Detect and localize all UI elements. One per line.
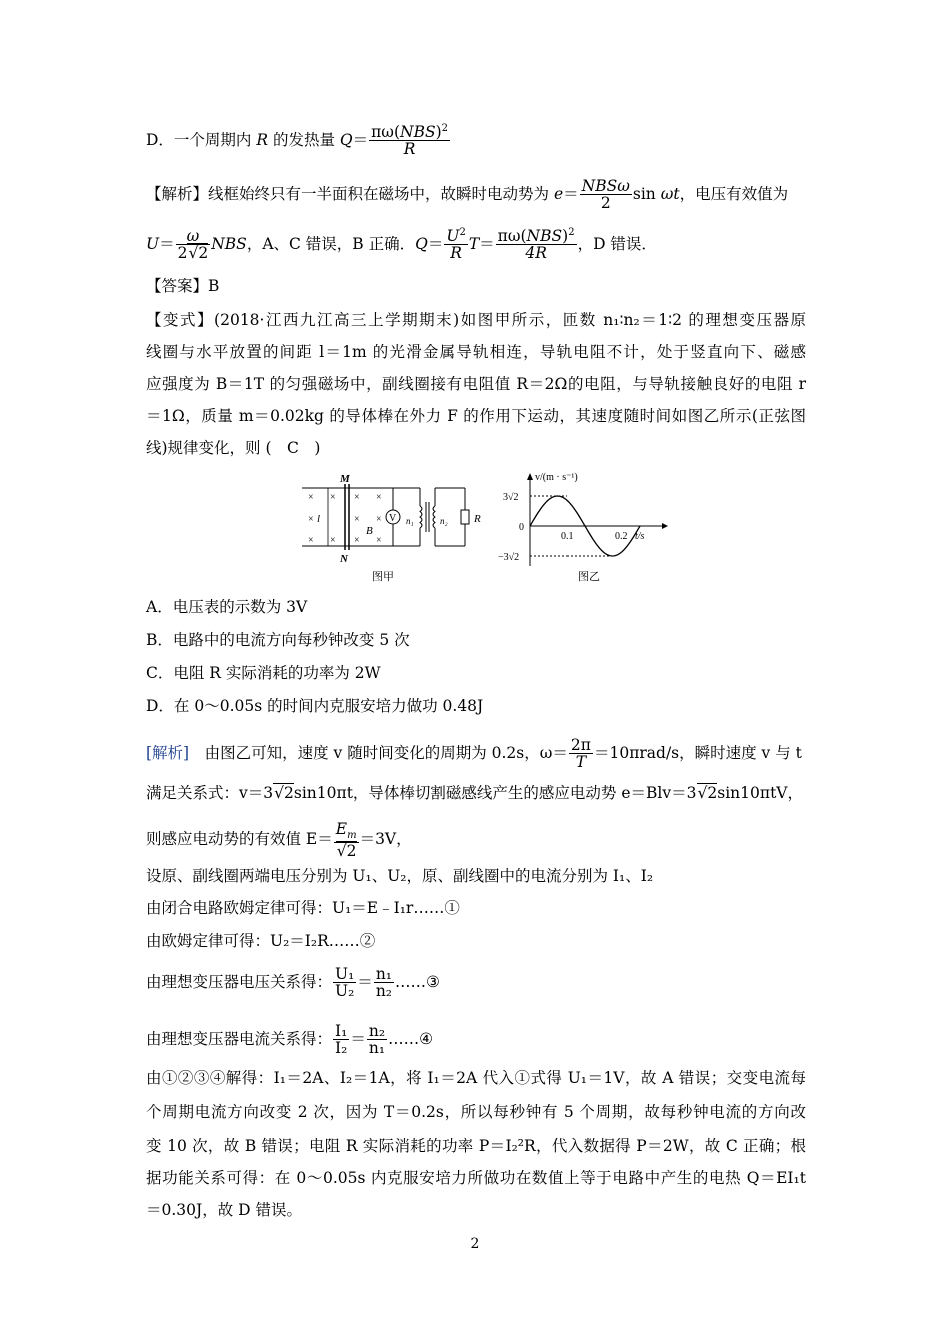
analysis1-text: 线框始终只有一半面积在磁场中，故瞬时电动势为 xyxy=(208,184,554,203)
analysis2-line2: 满足关系式：v＝3√2sin10πt，导体棒切割磁感线产生的感应电动势 e＝Blv＝3√2sin10πtV， xyxy=(146,784,803,802)
analysis2-line7 xyxy=(146,966,440,1000)
analysis1-frac1 xyxy=(580,178,632,212)
figure-jia xyxy=(302,473,481,582)
analysis2-l8-d2: n₁ xyxy=(368,1039,386,1058)
analysis2-l2c: sin10πtV， xyxy=(717,784,803,802)
analysis2-frac6 xyxy=(367,1023,387,1057)
analysis1-tail: ，D 错误． xyxy=(577,234,657,253)
variant-line4: ＝1Ω，质量 m＝0.02kg 的导体棒在外力 F 的作用下运动，其速度随时间如图乙所示(正弦图 xyxy=(146,407,806,425)
option-b: B．电路中的电流方向每秒钟改变 5 次 xyxy=(146,631,410,649)
analysis2-frac2: $\frac{E_m}{√2}$ xyxy=(335,820,357,860)
option-c: C．电阻 R 实际消耗的功率为 2W xyxy=(146,664,381,682)
option-d-mid: 的发热量 xyxy=(268,130,340,149)
analysis2-l7b: ……③ xyxy=(395,972,440,991)
svg-text:×: × xyxy=(330,535,336,546)
analysis2-frac2-num: E xyxy=(335,820,348,838)
analysis2-frac2-den: 2 xyxy=(346,841,357,860)
svg-text:×: × xyxy=(308,535,314,546)
analysis2-l2a: 满足关系式：v＝3 xyxy=(146,784,274,802)
tick-01: 0.1 xyxy=(561,531,574,542)
frac3-den: R xyxy=(450,244,462,263)
analysis1-frac3: $\frac{U^2}{R}$ xyxy=(446,227,466,263)
frac1-den: 2 xyxy=(600,194,611,213)
analysis2-l8b: ……④ xyxy=(388,1029,433,1048)
analysis1-line2: U＝ $\frac{\omega}{2√2}$ NBS，A、C 错误，B 正确．Q＝ $\frac{U^2}{R}$ T＝ $\frac{\pi\omega(NBS)^2}{4R}$ ，D 错误． xyxy=(146,227,657,263)
figures xyxy=(290,470,670,582)
analysis1-u: U xyxy=(146,234,160,253)
axis-label-t: t/s xyxy=(635,531,645,542)
analysis2-line1 xyxy=(146,737,802,771)
option-d-r: R xyxy=(256,130,269,149)
analysis2-l8a: 由理想变压器电流关系得： xyxy=(146,1029,333,1048)
analysis2-l8-eq: ＝ xyxy=(350,1029,366,1048)
analysis2-l2s: 2 xyxy=(284,784,294,802)
frac1-num: NBSω xyxy=(581,177,630,195)
label-n2: n₂ xyxy=(440,516,448,526)
analysis2-l7a: 由理想变压器电压关系得： xyxy=(146,972,333,991)
answer1-tag: 【答案】 xyxy=(146,277,209,295)
answer1 xyxy=(146,276,219,296)
tick-pos: 3√2 xyxy=(503,492,519,503)
label-r: R xyxy=(474,513,481,525)
analysis2-frac2-sub: m xyxy=(347,830,357,842)
frac4-num-c: ) xyxy=(562,227,569,246)
frac2-den-sqrt: 2 xyxy=(198,244,209,263)
analysis1-tail1: ，电压有效值为 xyxy=(679,184,789,203)
axis-label-v: v/(m · s⁻¹) xyxy=(535,472,578,483)
frac-num-c: ) xyxy=(435,123,442,142)
tick-02: 0.2 xyxy=(615,531,628,542)
svg-text:×: × xyxy=(376,535,382,546)
voltmeter-label: V xyxy=(389,513,397,524)
analysis1-mid: ，A、C 错误，B 正确． xyxy=(246,234,416,253)
label-m: M xyxy=(340,473,350,485)
analysis2-line11: 变 10 次，故 B 错误；电阻 R 实际消耗的功率 P＝I₂²R，代入数据得 P＝2W，故 C 正确；根 xyxy=(146,1137,806,1155)
analysis2-frac1 xyxy=(569,737,593,771)
option-d-prefix: D．一个周期内 xyxy=(146,130,257,149)
variant-line2: 线圈与水平放置的间距 l＝1m 的光滑金属导轨相连，导轨电阻不计，处于竖直向下、磁感 xyxy=(146,343,806,361)
frac4-num-b: NBS xyxy=(526,227,563,246)
analysis2-l7-eq: ＝ xyxy=(357,972,373,991)
frac-den: R xyxy=(403,140,416,159)
option-d-eq: ＝ xyxy=(352,130,369,149)
option-d-fraction xyxy=(369,124,450,158)
figures-svg xyxy=(290,470,670,582)
frac4-den: 4R xyxy=(525,244,547,263)
answer1-value: B xyxy=(208,277,220,295)
svg-text:×: × xyxy=(376,514,382,525)
analysis1-frac4: $\frac{\pi\omega(NBS)^2}{4R}$ xyxy=(497,227,575,263)
svg-text:×: × xyxy=(330,492,336,503)
caption-jia: 图甲 xyxy=(372,571,394,582)
analysis2-l3b: ＝3V， xyxy=(359,829,412,848)
svg-text:×: × xyxy=(308,514,314,525)
analysis2-line3 xyxy=(146,821,412,859)
analysis2-l8-d1: I₂ xyxy=(335,1039,348,1058)
analysis1-e: e xyxy=(553,184,564,203)
analysis2-line13: ＝0.30J，故 D 错误。 xyxy=(146,1201,303,1219)
analysis2-l7-d1: U₂ xyxy=(335,982,355,1001)
svg-text:×: × xyxy=(354,535,360,546)
analysis1-q: Q xyxy=(415,234,428,253)
frac-num-exp: 2 xyxy=(441,123,449,134)
label-n1: n₁ xyxy=(406,516,414,526)
analysis2-line8 xyxy=(146,1023,433,1057)
analysis2-l7-d2: n₂ xyxy=(375,982,393,1001)
option-a: A．电压表的示数为 3V xyxy=(146,598,308,616)
label-l: l xyxy=(317,513,321,525)
analysis1-wt: ωt xyxy=(660,184,680,203)
analysis2-line10: 个周期电流方向改变 2 次，因为 T＝0.2s，所以每秒钟有 5 个周期，故每秒钟电流的方向改 xyxy=(146,1103,806,1121)
analysis2-l1a: 由图乙可知，速度 v 随时间变化的周期为 0.2s，ω＝ xyxy=(189,743,568,762)
frac2-num: ω xyxy=(186,227,200,246)
analysis2-line6: 由欧姆定律可得：U₂＝I₂R……② xyxy=(146,932,376,950)
frac-num-a: πω( xyxy=(371,123,400,142)
analysis2-frac1-num: 2π xyxy=(570,736,591,754)
analysis1-line1 xyxy=(146,178,788,212)
analysis2-l2s2: 2 xyxy=(707,784,718,802)
tick-zero: 0 xyxy=(519,522,524,533)
analysis2-l8-n2: n₂ xyxy=(368,1022,386,1040)
analysis2-l1b: ＝10πrad/s，瞬时速度 v 与 t xyxy=(593,743,802,762)
analysis2-line4: 设原、副线圈两端电压分别为 U₁、U₂，原、副线圈中的电流分别为 I₁、I₂ xyxy=(146,867,654,885)
analysis2-l7-n2: n₁ xyxy=(375,965,393,983)
analysis1-eq: ＝ xyxy=(563,184,579,203)
svg-text:×: × xyxy=(354,514,360,525)
frac4-num-a: πω( xyxy=(497,227,527,246)
option-d-q: Q xyxy=(339,130,353,149)
frac3-num: U xyxy=(446,227,460,246)
analysis1-frac2: $\frac{\omega}{2√2}$ xyxy=(177,227,209,263)
svg-text:×: × xyxy=(376,492,382,503)
analysis2-frac1-den: T xyxy=(575,753,587,772)
frac-num-b: NBS xyxy=(400,123,436,142)
analysis2-frac3 xyxy=(333,966,356,1000)
caption-yi: 图乙 xyxy=(578,571,600,582)
analysis1-sin: sin xyxy=(632,184,661,203)
analysis2-l3a: 则感应电动势的有效值 E＝ xyxy=(146,829,333,848)
analysis2-l2b: sin10πt，导体棒切割磁感线产生的感应电动势 e＝Blv＝3 xyxy=(293,784,697,802)
analysis1-tag: 【解析】 xyxy=(146,184,209,203)
analysis1-nbs: NBS xyxy=(211,234,247,253)
analysis1-t: T xyxy=(468,234,480,253)
variant-line5: 线)规律变化，则 ( C ) xyxy=(146,439,321,457)
label-n: N xyxy=(340,553,348,565)
option-d-top xyxy=(146,124,451,158)
variant-line1: 【变式】(2018·江西九江高三上学期期末)如图甲所示，匝数 n₁∶n₂＝1∶2 的理想变压器原 xyxy=(146,311,806,329)
analysis2-frac5 xyxy=(333,1023,349,1057)
analysis2-l8-n1: I₁ xyxy=(335,1022,348,1040)
figure-yi xyxy=(498,472,668,582)
analysis2-frac4 xyxy=(374,966,394,1000)
analysis2-line5: 由闭合电路欧姆定律可得：U₁＝E﹣I₁r……① xyxy=(146,899,460,917)
frac2-den-two: 2 xyxy=(177,244,188,263)
svg-text:×: × xyxy=(354,492,360,503)
analysis2-tag: [解析] xyxy=(146,743,190,762)
analysis2-line9: 由①②③④解得：I₁＝2A、I₂＝1A，将 I₁＝2A 代入①式得 U₁＝1V，故 A 错误；交变电流每 xyxy=(146,1069,806,1087)
analysis2-l7-n1: U₁ xyxy=(335,965,355,983)
option-d: D．在 0～0.05s 的时间内克服安培力做功 0.48J xyxy=(146,697,484,715)
label-b: B xyxy=(366,525,373,537)
tick-neg: −3√2 xyxy=(498,552,520,563)
analysis2-line12: 据功能关系可得：在 0～0.05s 内克服安培力所做功在数值上等于电路中产生的电热 Q＝EI₁t xyxy=(146,1169,806,1187)
svg-text:×: × xyxy=(308,492,314,503)
page-number: 2 xyxy=(470,1236,480,1252)
variant-line3: 应强度为 B＝1T 的匀强磁场中，副线圈接有电阻值 R＝2Ω的电阻，与导轨接触良好的电阻 r xyxy=(146,375,806,393)
